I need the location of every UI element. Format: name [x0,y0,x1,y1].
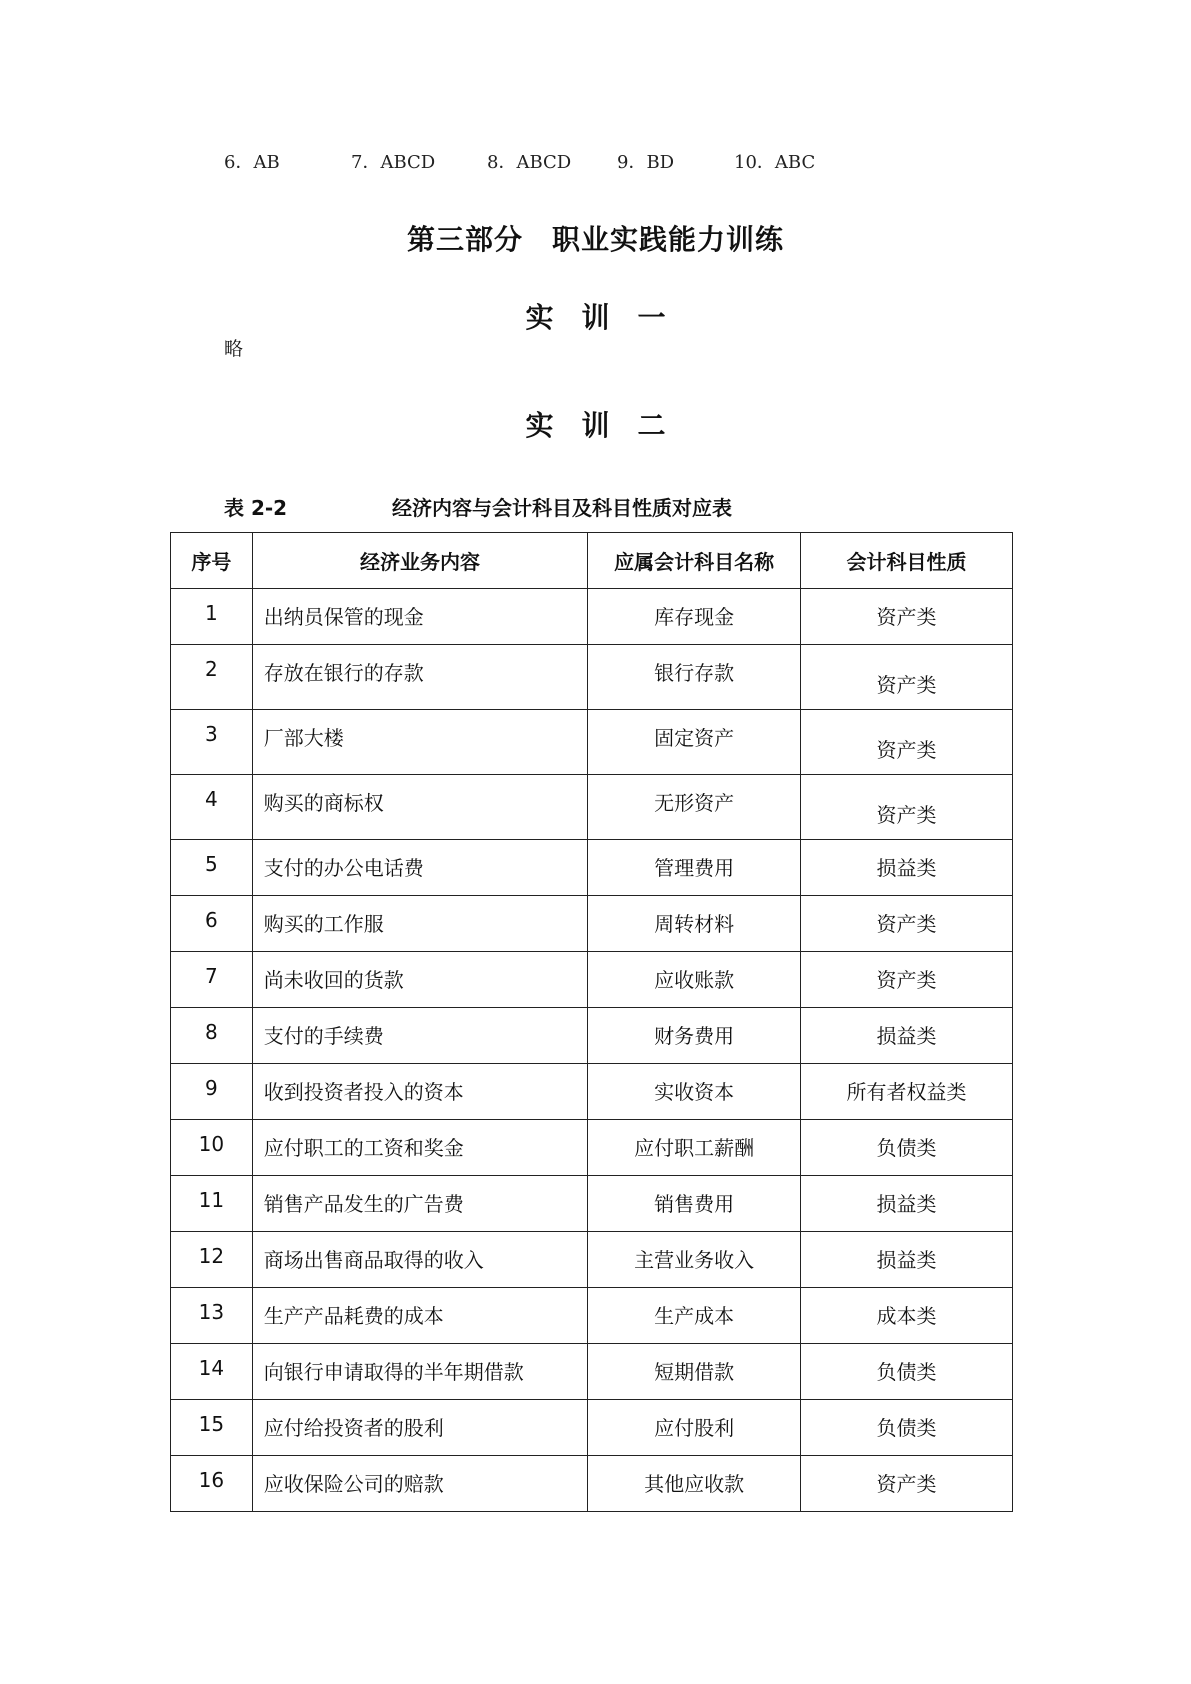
row-nature: 资产类 [801,775,1013,840]
row-account: 财务费用 [588,1008,801,1064]
account-table [170,532,1013,1512]
table-row [171,775,1013,840]
row-account: 银行存款 [588,645,801,710]
table-row [171,710,1013,775]
row-content: 支付的办公电话费 [252,840,587,896]
row-num: 12 [171,1232,253,1288]
row-nature: 损益类 [801,1176,1013,1232]
row-account: 短期借款 [588,1344,801,1400]
row-account: 实收资本 [588,1064,801,1120]
row-nature: 资产类 [801,710,1013,775]
row-num: 10 [171,1120,253,1176]
table-row [171,589,1013,645]
row-content: 厂部大楼 [252,710,587,775]
table-row [171,1288,1013,1344]
row-num: 13 [171,1288,253,1344]
table-row [171,1064,1013,1120]
table-header-row [171,533,1013,589]
answer-item: 7．ABCD [351,152,436,173]
row-nature: 资产类 [801,1456,1013,1512]
row-nature: 所有者权益类 [801,1064,1013,1120]
row-account: 固定资产 [588,710,801,775]
table-row [171,1120,1013,1176]
row-num: 7 [171,952,253,1008]
row-account: 周转材料 [588,896,801,952]
answer-item: 10．ABC [734,152,816,173]
row-content: 销售产品发生的广告费 [252,1176,587,1232]
row-num: 1 [171,589,253,645]
row-nature: 损益类 [801,840,1013,896]
row-account: 应付股利 [588,1400,801,1456]
table-row [171,1400,1013,1456]
row-account: 生产成本 [588,1288,801,1344]
row-num: 5 [171,840,253,896]
table-row [171,1008,1013,1064]
row-num: 4 [171,775,253,840]
table-row [171,1176,1013,1232]
row-content: 尚未收回的货款 [252,952,587,1008]
row-content: 应付职工的工资和奖金 [252,1120,587,1176]
row-num: 11 [171,1176,253,1232]
row-nature: 负债类 [801,1344,1013,1400]
row-content: 向银行申请取得的半年期借款 [252,1344,587,1400]
table-row [171,1344,1013,1400]
row-account: 库存现金 [588,589,801,645]
row-account: 应收账款 [588,952,801,1008]
row-account: 主营业务收入 [588,1232,801,1288]
row-nature: 资产类 [801,896,1013,952]
row-num: 2 [171,645,253,710]
row-num: 16 [171,1456,253,1512]
row-nature: 资产类 [801,645,1013,710]
answer-item: 6．AB [224,152,280,173]
training-2-title: 实 训 二 [525,409,666,442]
row-content: 购买的商标权 [252,775,587,840]
table-row [171,645,1013,710]
table-row [171,952,1013,1008]
table-row [171,840,1013,896]
row-num: 14 [171,1344,253,1400]
row-nature: 资产类 [801,952,1013,1008]
table-row [171,1456,1013,1512]
row-content: 支付的手续费 [252,1008,587,1064]
table-row [171,896,1013,952]
row-num: 6 [171,896,253,952]
header-account: 应属会计科目名称 [588,533,801,589]
row-nature: 负债类 [801,1120,1013,1176]
row-nature: 资产类 [801,589,1013,645]
row-content: 收到投资者投入的资本 [252,1064,587,1120]
table-row [171,1232,1013,1288]
row-account: 管理费用 [588,840,801,896]
row-content: 购买的工作服 [252,896,587,952]
row-nature: 成本类 [801,1288,1013,1344]
answer-item: 8．ABCD [487,152,572,173]
row-content: 应收保险公司的赔款 [252,1456,587,1512]
row-content: 出纳员保管的现金 [252,589,587,645]
row-content: 存放在银行的存款 [252,645,587,710]
row-num: 8 [171,1008,253,1064]
row-num: 15 [171,1400,253,1456]
table-caption-title: 经济内容与会计科目及科目性质对应表 [392,496,732,520]
row-account: 其他应收款 [588,1456,801,1512]
answer-item: 9．BD [617,152,675,173]
row-content: 应付给投资者的股利 [252,1400,587,1456]
row-num: 9 [171,1064,253,1120]
table-caption-number: 表 2-2 [224,496,288,520]
header-num: 序号 [171,533,253,589]
training-1-content: 略 [224,338,244,360]
training-1-title: 实 训 一 [525,301,666,334]
row-account: 无形资产 [588,775,801,840]
row-content: 生产产品耗费的成本 [252,1288,587,1344]
header-content: 经济业务内容 [252,533,587,589]
row-num: 3 [171,710,253,775]
row-nature: 损益类 [801,1232,1013,1288]
row-content: 商场出售商品取得的收入 [252,1232,587,1288]
row-nature: 损益类 [801,1008,1013,1064]
part-title: 第三部分 职业实践能力训练 [406,223,784,256]
row-nature: 负债类 [801,1400,1013,1456]
row-account: 销售费用 [588,1176,801,1232]
header-nature: 会计科目性质 [801,533,1013,589]
row-account: 应付职工薪酬 [588,1120,801,1176]
